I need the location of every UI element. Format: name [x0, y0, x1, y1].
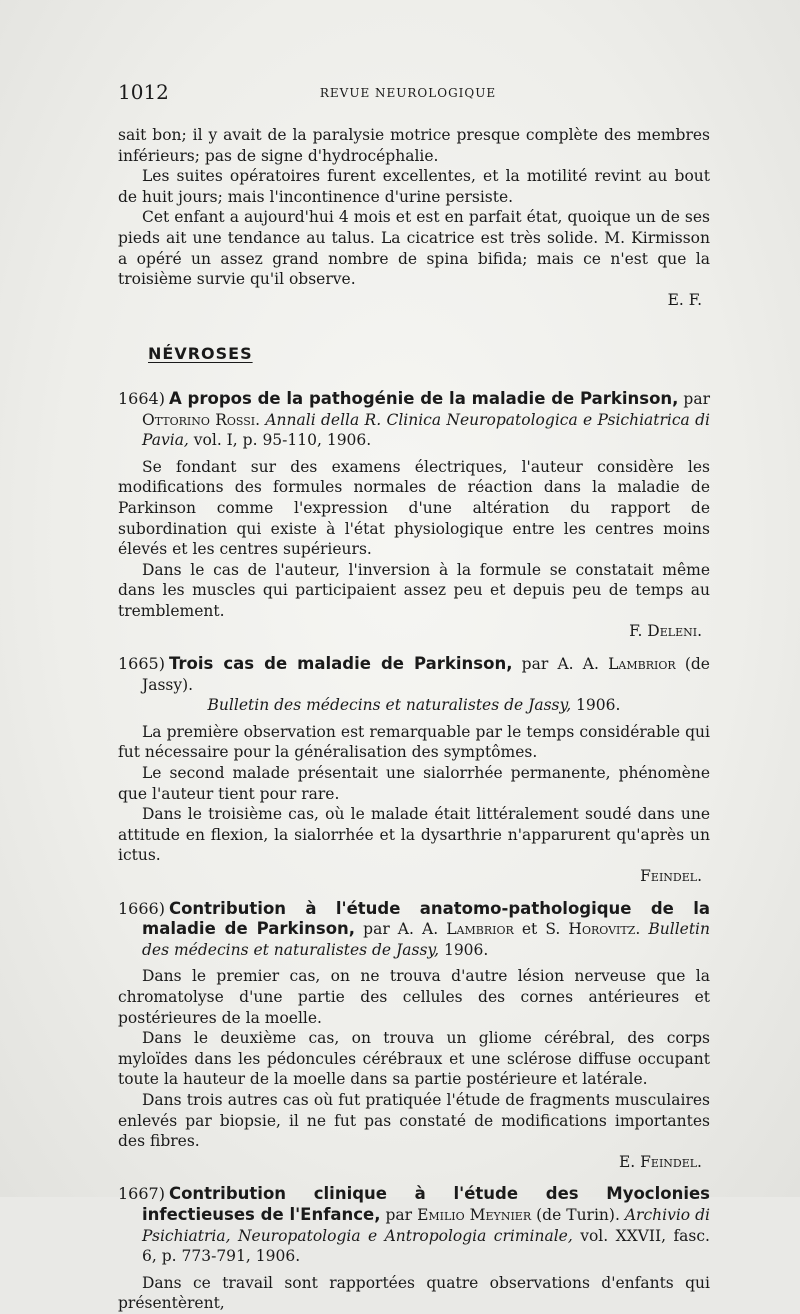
entry-paragraph: Dans le deuxième cas, on trouva un gliome cérébral, des corps myloïdes dans les pédoncules cérébraux et une sclérose diffuse occupant toute la hauteur de la moelle dans sa partie postérieure et latérale.: [118, 1029, 710, 1089]
entry-paragraph: Dans le cas de l'auteur, l'inversion à la formule se constatait même dans les muscles qui participaient assez peu et depuis peu de temps au tremblement.: [118, 560, 710, 620]
entry-reference: vol. XXVII, fasc. 6, p. 773-791, 1906.: [142, 1226, 710, 1266]
entry-separator: (de Jassy).: [142, 655, 710, 694]
entry-signature: F. Deleni.: [629, 622, 702, 641]
entry-signature: E. Feindel.: [618, 1152, 702, 1171]
entry-heading: [118, 389, 710, 451]
intro-paragraph: sait bon; il y avait de la paralysie motrice presque complète des membres inférieurs; pas de signe d'hydrocéphalie.: [118, 126, 710, 165]
page-number: 1012: [118, 80, 169, 104]
entry-author: Ottorino Rossi: [142, 410, 256, 429]
page-body: [118, 125, 710, 1314]
entry-author: Emilio Meynier: [417, 1205, 532, 1224]
page-header: [118, 80, 698, 106]
entry-title: Trois cas de maladie de Parkinson,: [168, 654, 513, 674]
entry-heading: [118, 899, 710, 961]
entry-paragraph: Dans trois autres cas où fut pratiquée l'étude de fragments musculaires enlevés par biopsie, il ne fut pas constaté de modifications importantes des fibres.: [118, 1090, 710, 1151]
entry-reference: 1906.: [571, 696, 621, 715]
entry-number: 1667): [118, 1184, 165, 1204]
entry-separator: et S.: [513, 920, 569, 939]
entry-title: Contribution à l'étude anatomo-pathologique de la maladie de Parkinson,: [142, 898, 710, 939]
entry-by: par A. A.: [355, 920, 447, 939]
entry-paragraph: Dans le troisième cas, où le malade était littéralement soudé dans une attitude en flexion, la sialorrhée et la dysarthrie n'apparurent qu'après un ictus.: [118, 805, 710, 865]
abstract-entry: [118, 389, 710, 642]
entry-journal: Bulletin des médecins et naturalistes de Jassy,: [142, 920, 710, 959]
abstract-entry: [118, 654, 710, 887]
running-head: REVUE NEUROLOGIQUE: [319, 86, 497, 100]
entry-heading: [118, 654, 710, 716]
intro-paragraph: Les suites opératoires furent excellentes, et la motilité revint au bout de huit jours; mais l'incontinence d'urine persiste.: [118, 167, 710, 206]
entry-author: Lambrior: [446, 920, 514, 939]
entry-reference: 1906.: [439, 940, 489, 959]
entry-separator: (de Turin).: [531, 1205, 625, 1224]
entry-paragraph: Se fondant sur des examens électriques, l'auteur considère les modifications des formules normales de réaction dans la maladie de Parkinson comme l'expression d'une altération du rapport de subordination qui existe à l'état physiologique entre les centres moins élevés et les centres supérieurs.: [118, 457, 710, 559]
entry-separator: .: [635, 920, 649, 939]
abstract-entry: [118, 899, 710, 1173]
entry-separator: .: [255, 410, 266, 429]
entry-author: Horovitz: [568, 920, 636, 939]
entry-journal: Archivio di Psichiatria, Neuropatologia e Antropologia criminale,: [142, 1205, 710, 1245]
section-title: NÉVROSES: [148, 344, 253, 364]
entry-paragraph: La première observation est remarquable par le temps considérable qui fut nécessaire pour la généralisation des symptômes.: [118, 722, 710, 762]
intro-paragraph: Cet enfant a aujourd'hui 4 mois et est en parfait état, quoique un de ses pieds ait une tendance au talus. La cicatrice est très solide. M. Kirmisson a opéré un assez grand nombre de spina bifida; mais ce n'est que la troisième survie qu'il observe.: [118, 208, 710, 289]
entry-signature: Feindel.: [640, 867, 702, 885]
entry-paragraph: Dans le premier cas, on ne trouva d'autre lésion nerveuse que la chromatolyse d'une partie des cellules des cornes antérieures et postérieures de la moelle.: [118, 967, 710, 1027]
entry-author: Lambrior: [608, 655, 676, 674]
intro-signature: E. F.: [667, 290, 702, 309]
entry-number: 1664): [118, 388, 165, 408]
entry-paragraph: Le second malade présentait une sialorrhée permanente, phénomène que l'auteur tient pour rare.: [118, 764, 710, 803]
entry-number: 1665): [118, 654, 165, 674]
entry-number: 1666): [118, 898, 165, 918]
entry-title: Contribution clinique à l'étude des Myoclonies infectieuses de l'Enfance,: [142, 1184, 710, 1224]
entry-journal: Annali della R. Clinica Neuropatologica e Psichiatrica di Pavia,: [142, 410, 710, 450]
entry-by: par: [678, 389, 710, 408]
entry-by: par A. A.: [512, 655, 609, 674]
entry-reference: vol. I, p. 95-110, 1906.: [188, 431, 372, 450]
entry-journal: Bulletin des médecins et naturalistes de Jassy,: [207, 696, 572, 715]
entry-paragraph: Dans ce travail sont rapportées quatre observations d'enfants qui présentèrent,: [118, 1273, 710, 1313]
abstract-entry: [118, 1184, 710, 1314]
entry-by: par: [380, 1205, 418, 1224]
entry-title: A propos de la pathogénie de la maladie de Parkinson,: [168, 388, 679, 408]
